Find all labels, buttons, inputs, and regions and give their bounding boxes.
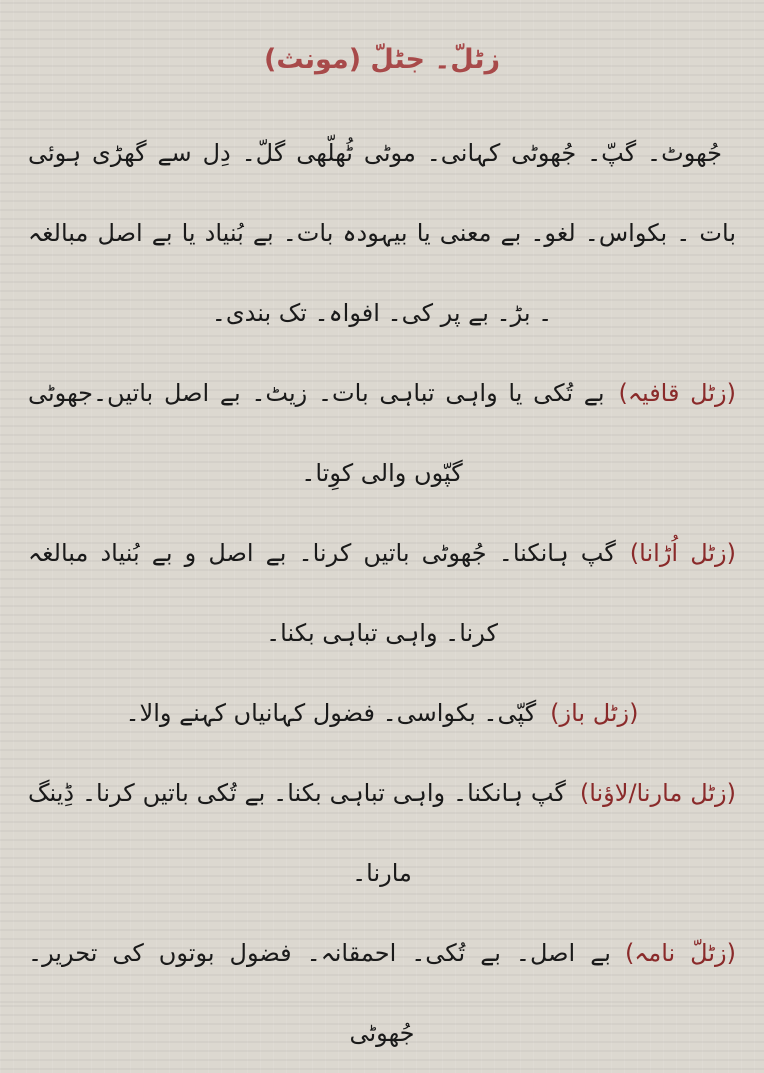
entry-term: (زٹلّ نامہ) bbox=[624, 939, 736, 967]
entry-zatal-marna bbox=[28, 753, 736, 913]
entry-definition: گپّی۔ بکواسی۔ فضول کہانیاں کہنے والا۔ bbox=[125, 699, 537, 727]
entry-definition: جُھوٹ۔ گپّ۔ جُھوٹی کہانی۔ موٹی ٹُھلّھی گلّ۔ دِل سے گھڑی ہوئی بات ۔ بکواس۔ لغو۔ بے معنی یا بیہودہ بات۔ بے بُنیاد یا بے اصل مبالغہ ۔ بڑ۔ بے پر کی۔ افواہ۔ تک بندی۔ bbox=[28, 139, 736, 327]
page-title: زٹلّ۔ جٹلّ (مونث) bbox=[263, 44, 501, 75]
entry-term: (زٹل اُڑانا) bbox=[629, 539, 737, 567]
entry-definition: بے اصل۔ بے تُکی۔ احمقانہ۔ فضول بوتوں کی تحریر۔ جُھوٹی bbox=[28, 939, 611, 1047]
entry-zatal-qafiya bbox=[28, 353, 736, 513]
entry-term: (زٹل باز) bbox=[550, 699, 639, 727]
entry-term: (زٹل قافیہ) bbox=[618, 379, 736, 407]
entry-zatal-baaz bbox=[28, 673, 736, 753]
entry-zatal-urana bbox=[28, 513, 736, 673]
entry-definition: بے تُکی یا واہی تباہی بات۔ زیٹ۔ بے اصل باتیں۔جھوٹی گپّوں والی کوِتا۔ bbox=[28, 379, 605, 487]
entry-term: (زٹل مارنا/لاؤنا) bbox=[579, 779, 736, 807]
entry-main bbox=[28, 113, 736, 353]
entry-definition: گپ ہانکنا۔ جُھوٹی باتیں کرنا۔ بے اصل و بے بُنیاد مبالغہ کرنا۔ واہی تباہی بکنا۔ bbox=[28, 539, 616, 647]
entry-definition: گپ ہانکنا۔ واہی تباہی بکنا۔ بے تُکی باتیں کرنا۔ ڈِینگ مارنا۔ bbox=[28, 779, 566, 887]
entry-zatal-nama bbox=[28, 913, 736, 1073]
